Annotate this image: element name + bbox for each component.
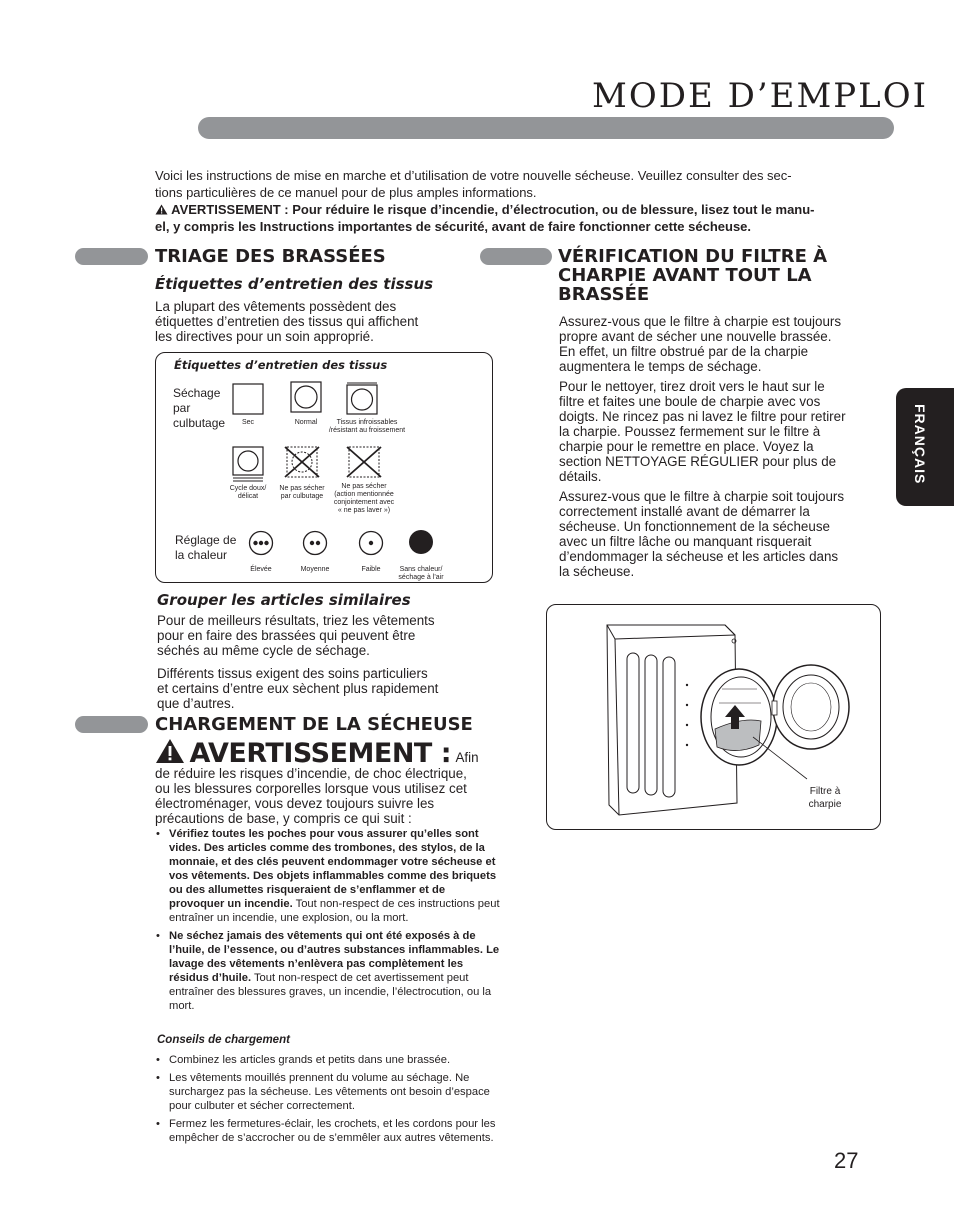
- title-bar: [198, 117, 894, 139]
- sorting-heading: TRIAGE DES BRASSÉES: [155, 246, 386, 267]
- gentle-cycle-caption: Cycle doux/ délicat: [229, 485, 267, 500]
- lint-filter-label: Filtre à charpie: [808, 786, 842, 810]
- tumble-normal-icon: [290, 381, 322, 413]
- care-box-title: Étiquettes d’entretien des tissus: [174, 358, 388, 372]
- high-heat-icon: [248, 530, 274, 556]
- normal-caption: Normal: [294, 419, 318, 426]
- low-heat-caption: Faible: [361, 566, 381, 573]
- high-heat-caption: Élevée: [250, 566, 272, 573]
- medium-heat-caption: Moyenne: [300, 566, 330, 573]
- language-tab-label: FRANÇAIS: [912, 404, 928, 485]
- do-not-dry-icon: [346, 446, 382, 478]
- do-not-dry-caption: Ne pas sécher (action mentionnée conjointement avec « ne pas laver »): [333, 483, 395, 514]
- do-not-tumble-dry-caption: Ne pas sécher par culbutage: [279, 485, 325, 500]
- group-subheading: Grouper les articles similaires: [157, 591, 411, 609]
- list-item: • Vérifiez toutes les poches pour vous assurer qu’elles sont vides. Des articles comme des trombones, des stylos, de la monnaie, et des clés peuvent endommager votre sécheuse et vos vêtements. Des objets inflammables comme des briquets ou des allumettes risqueraient de s’enflammer et de provoquer un incendie. Tout non-respect de ces instructions peut entraîner un incendie, une explosion, ou la mort.: [155, 827, 500, 925]
- loading-warning-title: AVERTISSEMENT : Afin: [155, 738, 479, 769]
- heat-setting-label: Réglage de la chaleur: [175, 533, 237, 562]
- list-item: • Les vêtements mouillés prennent du volume au séchage. Ne surchargez pas la sécheuse. Les vêtements ont besoin d’espace pour culbuter et sécher correctement.: [155, 1071, 500, 1113]
- gentle-cycle-icon: [232, 446, 264, 482]
- section-pill: [480, 248, 552, 265]
- warning-icon: [155, 202, 171, 217]
- medium-heat-icon: [302, 530, 328, 556]
- tips-title: Conseils de chargement: [157, 1034, 290, 1046]
- dryer-figure: [546, 604, 881, 830]
- warning-icon: [155, 749, 189, 766]
- group-text: Pour de meilleurs résultats, triez les vêtements pour en faire des brassées qui peuvent être séchés au même cycle de séchage. Différents tissus exigent des soins particuliers et certains d’entre eux sèchent plus rapidement que d’autres.: [157, 613, 439, 711]
- care-labels-subheading: Étiquettes d’entretien des tissus: [155, 275, 434, 293]
- list-item: • Ne séchez jamais des vêtements qui ont été exposés à de l’huile, de l’essence, ou d’autres substances inflammables. Le lavage des vêtements n’enlèvera pas complètement les résidus d’huile. Tout non-respect de cet avertissement peut entraîner des blessures graves, un incendie, l’électrocution, ou la mort.: [155, 929, 500, 1013]
- intro-line: Voici les instructions de mise en marche et d’utilisation de votre nouvelle sécheuse. Veuillez consulter des sec-: [155, 168, 792, 183]
- sec-caption: Sec: [241, 419, 255, 426]
- intro-warning: AVERTISSEMENT : Pour réduire le risque d’incendie, d’électrocution, ou de blessure, lisez tout le manu-: [155, 201, 875, 218]
- list-item: • Fermez les fermetures-éclair, les crochets, et les cordons pour les empêcher de s’accrocher ou de s’emmêler aux autres vêtements.: [155, 1117, 500, 1145]
- language-tab: [896, 388, 954, 506]
- filter-text: Assurez-vous que le filtre à charpie est toujours propre avant de sécher une nouvelle brassée. En effet, un filtre obstrué par de la charpie augmentera le temps de séchage. Pour le nettoyer, tirez droit vers le haut sur le filtre et faites une boule de charpie avec vos doigts. Ne rincez pas ni lavez le filtre pour retirer la charpie. Poussez fermement sur le filtre à charpie pour le remettre en place. Voyez la section NETTOYAGE RÉGULIER pour plus de détails. Assurez-vous que le filtre à charpie soit toujours correctement installé avant de démarrer la sécheuse. Un fonctionnement de la sécheuse avec un filtre lâche ou manquant risquerait d’endommager la sécheuse et les articles dans la sécheuse.: [559, 314, 846, 579]
- page-number: 27: [834, 1148, 859, 1173]
- loading-heading: CHARGEMENT DE LA SÉCHEUSE: [155, 714, 473, 735]
- tumble-dry-icon: [232, 383, 264, 415]
- do-not-tumble-dry-icon: [284, 446, 320, 478]
- tumble-label: Séchage par culbutage: [173, 386, 226, 430]
- permanent-press-icon: [346, 381, 378, 415]
- safety-bullets: [155, 827, 500, 1017]
- intro-warning: el, y compris les Instructions importantes de sécurité, avant de faire fonctionner cette sécheuse.: [155, 219, 752, 234]
- intro-line: tions particulières de ce manuel pour de plus amples informations.: [155, 185, 537, 200]
- filter-heading: VÉRIFICATION DU FILTRE À CHARPIE AVANT TOUT LA BRASSÉE: [558, 246, 828, 305]
- care-labels-text: La plupart des vêtements possèdent des étiquettes d’entretien des tissus qui affichent les directives pour un soin approprié.: [155, 299, 419, 344]
- permanent-press-caption: Tissus infroissables /résistant au froissement: [328, 419, 406, 434]
- no-heat-icon: [408, 529, 434, 555]
- page-title: MODE D’EMPLOI: [592, 76, 929, 116]
- no-heat-caption: Sans chaleur/ séchage à l’air: [398, 566, 444, 581]
- low-heat-icon: [358, 530, 384, 556]
- loading-warning-text: de réduire les risques d’incendie, de choc électrique, ou les blessures corporelles lorsque vous utilisez cet électroménager, vous devez toujours suivre les précautions de base, y compris ce qui suit :: [155, 766, 467, 826]
- section-pill: [75, 248, 148, 265]
- care-labels-box: [155, 352, 493, 583]
- intro-text: [155, 167, 875, 235]
- loading-tips: [155, 1053, 500, 1149]
- list-item: • Combinez les articles grands et petits dans une brassée.: [155, 1053, 500, 1067]
- section-pill: [75, 716, 148, 733]
